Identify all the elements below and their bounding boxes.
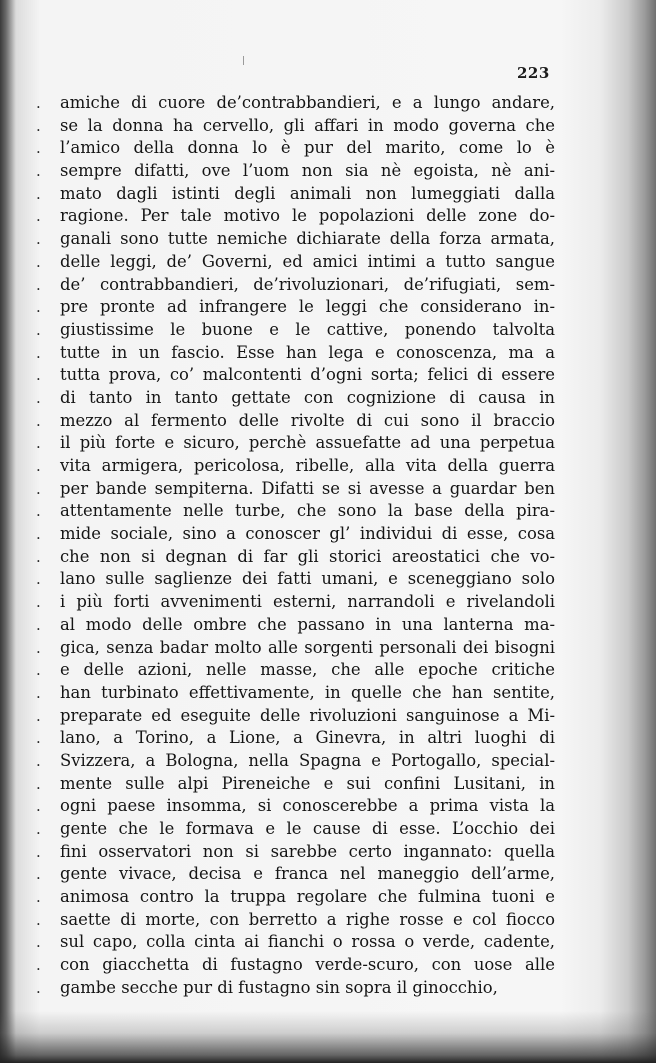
text-line: . Svizzera, a Bologna, nella Spagna e Portogallo, special- <box>36 750 555 770</box>
text-line: . giustissime le buone e le cattive, ponendo talvolta <box>36 319 555 339</box>
text-line: . vita armigera, pericolosa, ribelle, alla vita della guerra <box>36 456 555 475</box>
text-line: . e delle azioni, nelle masse, che alle epoche critiche <box>36 660 555 680</box>
text-line: . gambe secche pur di fustagno sin sopra il ginocchio, <box>36 977 498 997</box>
text-line: . il più forte e sicuro, perchè assuefatte ad una perpetua <box>36 433 555 453</box>
page-number: 223 <box>517 64 550 82</box>
text-line: . tutte in un fascio. Esse han lega e conoscenza, ma a <box>36 342 555 362</box>
text-line: . amiche di cuore de’contrabbandieri, e a lungo andare, <box>36 93 555 112</box>
text-line: . pre pronte ad infrangere le leggi che considerano in- <box>36 297 555 317</box>
text-line: . sempre difatti, ove l’uom non sia nè egoista, nè ani- <box>36 161 555 181</box>
text-line: . lano sulle saglienze dei fatti umani, e sceneggiano solo <box>36 569 555 589</box>
text-line: . han turbinato effettivamente, in quelle che han sentite, <box>36 682 555 702</box>
text-line: . i più forti avvenimenti esterni, narrandoli e rivelandoli <box>36 592 555 612</box>
text-line: . animosa contro la truppa regolare che fulmina tuoni e <box>36 887 555 907</box>
body-text <box>36 92 555 1000</box>
text-line: . gica, senza badar molto alle sorgenti personali dei bisogni <box>36 637 555 657</box>
text-line: . mente sulle alpi Pireneiche e sui confini Lusitani, in <box>36 773 555 793</box>
text-line: . gente che le formava e le cause di esse. L’occhio dei <box>36 819 555 838</box>
text-line: . di tanto in tanto gettate con cognizione di causa in <box>36 387 555 407</box>
text-line: . lano, a Torino, a Lione, a Ginevra, in altri luoghi di <box>36 728 555 748</box>
text-line: . ogni paese insomma, si conoscerebbe a prima vista la <box>36 796 555 816</box>
text-line: . mide sociale, sino a conoscer gl’ individui di esse, cosa <box>36 524 555 544</box>
text-line: . che non si degnan di far gli storici areostatici che vo- <box>36 546 555 566</box>
text-line: . ragione. Per tale motivo le popolazioni delle zone do- <box>36 206 555 226</box>
text-line: . al modo delle ombre che passano in una lanterna ma- <box>36 614 555 634</box>
text-line: . se la donna ha cervello, gli affari in modo governa che <box>36 115 555 135</box>
text-line: . tutta prova, co’ malcontenti d’ogni sorta; felici di essere <box>36 365 555 385</box>
text-line: . de’ contrabbandieri, de’rivoluzionari, de’rifugiati, sem- <box>36 274 555 294</box>
text-line: . mato dagli istinti degli animali non lumeggiati dalla <box>36 183 555 203</box>
text-line: . attentamente nelle turbe, che sono la base della pira- <box>36 501 555 521</box>
text-line: . con giacchetta di fustagno verde-scuro, con uose alle <box>36 955 555 975</box>
text-line: . gente vivace, decisa e franca nel maneggio dell’arme, <box>36 864 555 884</box>
text-line: . fini osservatori non si sarebbe certo ingannato: quella <box>36 841 555 861</box>
text-line: . saette di morte, con berretto a righe rosse e col fiocco <box>36 909 555 929</box>
text-line: . ganali sono tutte nemiche dichiarate della forza armata, <box>36 229 555 249</box>
text-line: . delle leggi, de’ Governi, ed amici intimi a tutto sangue <box>36 251 555 271</box>
page-bottom-shadow <box>0 1011 656 1063</box>
text-line: . mezzo al fermento delle rivolte di cui sono il braccio <box>36 410 555 430</box>
gutter-mark <box>243 56 244 65</box>
text-line: . per bande sempiterna. Difatti se si avesse a guardar ben <box>36 478 555 498</box>
text-line: . preparate ed eseguite delle rivoluzioni sanguinose a Mi- <box>36 705 555 725</box>
text-line: . l’amico della donna lo è pur del marito, come lo è <box>36 138 555 158</box>
text-line: . sul capo, colla cinta ai fianchi o rossa o verde, cadente, <box>36 932 555 952</box>
